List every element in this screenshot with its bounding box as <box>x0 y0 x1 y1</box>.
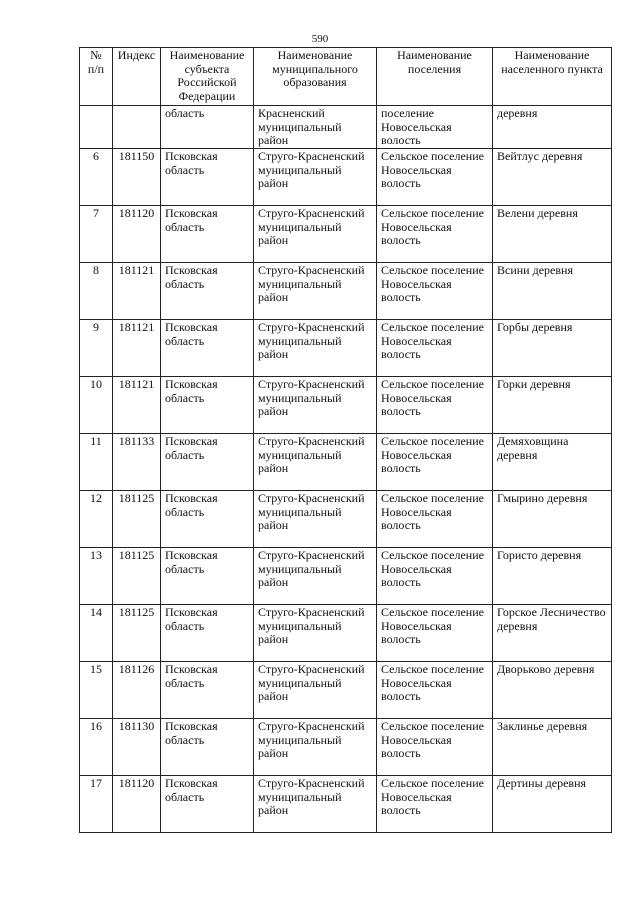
cell-index: 181133 <box>113 434 161 491</box>
cell-settlement: Сельское поселение Новосельская волость <box>377 377 493 434</box>
cell-subject: Псковская область <box>161 776 254 833</box>
cell-index: 181150 <box>113 149 161 206</box>
table-row <box>80 491 612 548</box>
cell-locality: Вейтлус деревня <box>493 149 612 206</box>
cell-num: 11 <box>80 434 113 491</box>
cell-num: 16 <box>80 719 113 776</box>
cell-settlement: Сельское поселение Новосельская волость <box>377 434 493 491</box>
cell-locality: деревня <box>493 106 612 149</box>
cell-settlement: Сельское поселение Новосельская волость <box>377 719 493 776</box>
table-row <box>80 206 612 263</box>
cell-settlement: Сельское поселение Новосельская волость <box>377 149 493 206</box>
cell-index <box>113 106 161 149</box>
cell-subject: область <box>161 106 254 149</box>
cell-num <box>80 106 113 149</box>
cell-index: 181130 <box>113 719 161 776</box>
cell-locality: Демяховщина деревня <box>493 434 612 491</box>
cell-index: 181125 <box>113 548 161 605</box>
cell-num: 14 <box>80 605 113 662</box>
cell-subject: Псковская область <box>161 662 254 719</box>
cell-municipality: Струго-Красненский муниципальный район <box>254 320 377 377</box>
table-row <box>80 605 612 662</box>
cell-num: 7 <box>80 206 113 263</box>
table-row <box>80 149 612 206</box>
cell-settlement: Сельское поселение Новосельская волость <box>377 605 493 662</box>
header-settlement: Наименование поселения <box>377 48 493 106</box>
cell-locality: Горбы деревня <box>493 320 612 377</box>
cell-subject: Псковская область <box>161 491 254 548</box>
cell-subject: Псковская область <box>161 320 254 377</box>
settlements-table <box>79 47 612 833</box>
cell-index: 181125 <box>113 605 161 662</box>
cell-num: 15 <box>80 662 113 719</box>
cell-index: 181120 <box>113 776 161 833</box>
table-row-continuation <box>80 106 612 149</box>
cell-settlement: Сельское поселение Новосельская волость <box>377 320 493 377</box>
cell-subject: Псковская область <box>161 377 254 434</box>
cell-locality: Велени деревня <box>493 206 612 263</box>
cell-subject: Псковская область <box>161 719 254 776</box>
cell-locality: Дертины деревня <box>493 776 612 833</box>
cell-municipality: Струго-Красненский муниципальный район <box>254 605 377 662</box>
cell-settlement: поселение Новосельская волость <box>377 106 493 149</box>
cell-municipality: Струго-Красненский муниципальный район <box>254 491 377 548</box>
cell-settlement: Сельское поселение Новосельская волость <box>377 548 493 605</box>
cell-municipality: Струго-Красненский муниципальный район <box>254 719 377 776</box>
cell-num: 8 <box>80 263 113 320</box>
cell-subject: Псковская область <box>161 605 254 662</box>
cell-locality: Всини деревня <box>493 263 612 320</box>
cell-municipality: Струго-Красненский муниципальный район <box>254 548 377 605</box>
cell-settlement: Сельское поселение Новосельская волость <box>377 491 493 548</box>
cell-index: 181125 <box>113 491 161 548</box>
table-row <box>80 662 612 719</box>
header-locality: Наименование населенного пункта <box>493 48 612 106</box>
cell-index: 181126 <box>113 662 161 719</box>
cell-settlement: Сельское поселение Новосельская волость <box>377 263 493 320</box>
cell-settlement: Сельское поселение Новосельская волость <box>377 206 493 263</box>
cell-index: 181121 <box>113 320 161 377</box>
cell-num: 13 <box>80 548 113 605</box>
table-row <box>80 377 612 434</box>
cell-municipality: Струго-Красненский муниципальный район <box>254 434 377 491</box>
cell-municipality: Струго-Красненский муниципальный район <box>254 377 377 434</box>
cell-locality: Гористо деревня <box>493 548 612 605</box>
cell-subject: Псковская область <box>161 149 254 206</box>
header-municipality: Наименование муниципального образования <box>254 48 377 106</box>
table-row <box>80 434 612 491</box>
table-row <box>80 320 612 377</box>
cell-locality: Горское Лесничество деревня <box>493 605 612 662</box>
cell-locality: Гмырино деревня <box>493 491 612 548</box>
cell-index: 181121 <box>113 377 161 434</box>
cell-subject: Псковская область <box>161 263 254 320</box>
header-index: Индекс <box>113 48 161 106</box>
cell-num: 6 <box>80 149 113 206</box>
cell-settlement: Сельское поселение Новосельская волость <box>377 776 493 833</box>
cell-locality: Горки деревня <box>493 377 612 434</box>
cell-subject: Псковская область <box>161 548 254 605</box>
cell-num: 17 <box>80 776 113 833</box>
cell-municipality: Красненский муниципальный район <box>254 106 377 149</box>
cell-locality: Дворьково деревня <box>493 662 612 719</box>
table-row <box>80 776 612 833</box>
cell-settlement: Сельское поселение Новосельская волость <box>377 662 493 719</box>
cell-municipality: Струго-Красненский муниципальный район <box>254 662 377 719</box>
page-number: 590 <box>311 33 329 45</box>
cell-num: 10 <box>80 377 113 434</box>
table-row <box>80 719 612 776</box>
cell-municipality: Струго-Красненский муниципальный район <box>254 776 377 833</box>
table-header-row <box>80 48 612 106</box>
cell-index: 181121 <box>113 263 161 320</box>
header-subject: Наименование субъекта Российской Федерации <box>161 48 254 106</box>
table-row <box>80 263 612 320</box>
cell-num: 9 <box>80 320 113 377</box>
header-num: № п/п <box>80 48 113 106</box>
cell-municipality: Струго-Красненский муниципальный район <box>254 263 377 320</box>
table-row <box>80 548 612 605</box>
cell-num: 12 <box>80 491 113 548</box>
cell-locality: Заклинье деревня <box>493 719 612 776</box>
cell-subject: Псковская область <box>161 434 254 491</box>
cell-subject: Псковская область <box>161 206 254 263</box>
cell-index: 181120 <box>113 206 161 263</box>
cell-municipality: Струго-Красненский муниципальный район <box>254 149 377 206</box>
cell-municipality: Струго-Красненский муниципальный район <box>254 206 377 263</box>
